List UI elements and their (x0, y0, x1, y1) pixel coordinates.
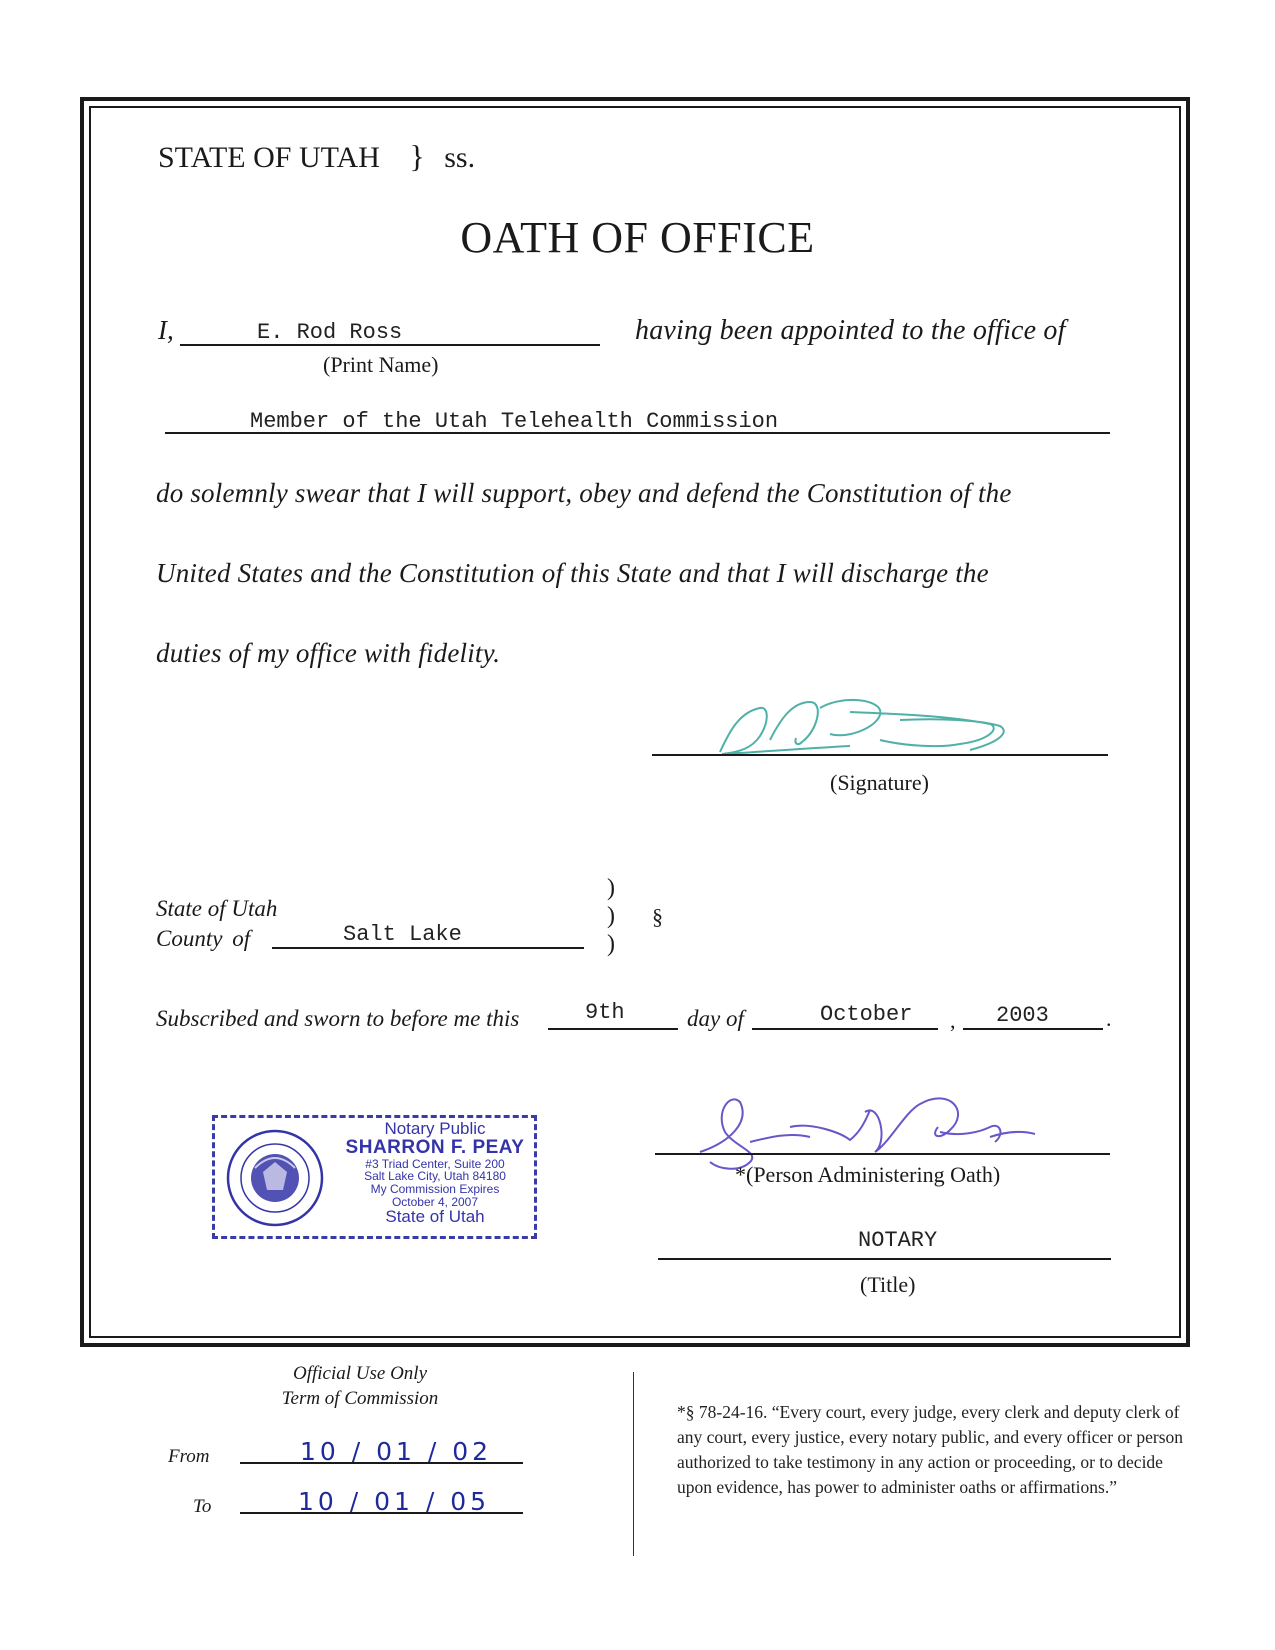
title-value: NOTARY (858, 1228, 938, 1253)
signature-caption: (Signature) (830, 770, 929, 795)
state-heading (158, 138, 475, 175)
subscribed-text: Subscribed and sworn to before me this (156, 1006, 520, 1031)
to-line (240, 1512, 523, 1514)
oath-line-3: duties of my office with fidelity. (156, 638, 501, 668)
to-label: To (193, 1496, 212, 1517)
stamp-line-7: State of Utah (385, 1207, 485, 1227)
i-label: I, (158, 315, 174, 345)
term-heading: Term of Commission (281, 1388, 439, 1409)
paren-2: ) (607, 903, 615, 929)
office-value: Member of the Utah Telehealth Commission (250, 409, 779, 434)
notary-stamp (212, 1115, 537, 1239)
ss-label: ss. (444, 141, 476, 174)
official-use-heading: Official Use Only (292, 1363, 428, 1384)
oath-line-2: United States and the Constitution of this State and that I will discharge the (156, 558, 989, 588)
county-value: Salt Lake (343, 922, 462, 947)
venue-county-label: County of (156, 926, 251, 951)
state-seal-icon (225, 1128, 325, 1228)
appointed-text: having been appointed to the office of (635, 315, 1066, 346)
stamp-line-2: SHARRON F. PEAY (345, 1136, 525, 1158)
venue-state-label: State of Utah (156, 896, 278, 921)
brace: } (409, 138, 425, 174)
stamp-line-5: My Commission Expires (370, 1181, 500, 1196)
paren-3: ) (607, 931, 615, 957)
paren-1: ) (607, 875, 615, 901)
page-title: OATH OF OFFICE (460, 213, 815, 262)
stamp-line-6: October 4, 2007 (391, 1194, 479, 1209)
month-line (752, 1028, 938, 1030)
signature-line (652, 754, 1108, 756)
county-line (272, 947, 584, 949)
administrator-caption: *(Person Administering Oath) (735, 1162, 1001, 1187)
month-value: October (820, 1002, 913, 1027)
jurat-period: . (1106, 1006, 1112, 1031)
venue-parentheses (607, 874, 615, 958)
footnote: *§ 78-24-16. “Every court, every judge, every clerk and deputy clerk of any court, every justice, every notary public, and every officer or person authorized to take testimony in any action or proceeding, or to decide upon evidence, has power to administer oaths or affirmations.” (677, 1402, 1184, 1497)
state-line: STATE OF UTAH (158, 141, 380, 174)
stamp-line-4: Salt Lake City, Utah 84180 (364, 1169, 506, 1184)
from-value: 10 / 01 / 02 (300, 1437, 493, 1466)
year-value: 2003 (996, 1003, 1049, 1028)
stamp-line-1: Notary Public (384, 1119, 486, 1138)
day-value: 9th (585, 1000, 625, 1025)
oath-taker-signature (700, 690, 1080, 770)
jurat-comma: , (950, 1008, 956, 1033)
stamp-line-3: #3 Triad Center, Suite 200 (365, 1156, 505, 1171)
oath-line-1: do solemnly swear that I will support, obey and defend the Constitution of the (156, 478, 1012, 508)
print-name-value: E. Rod Ross (257, 320, 403, 345)
title-caption: (Title) (860, 1272, 916, 1297)
print-name-caption: (Print Name) (323, 352, 439, 377)
title-line (658, 1258, 1111, 1260)
day-line (548, 1028, 678, 1030)
from-label: From (168, 1446, 210, 1467)
administrator-line (655, 1153, 1110, 1155)
footer-divider (633, 1372, 634, 1556)
to-value: 10 / 01 / 05 (298, 1487, 491, 1516)
section-symbol: § (652, 904, 663, 929)
day-of-text: day of (687, 1006, 744, 1031)
from-line (240, 1462, 523, 1464)
year-line (963, 1028, 1103, 1030)
